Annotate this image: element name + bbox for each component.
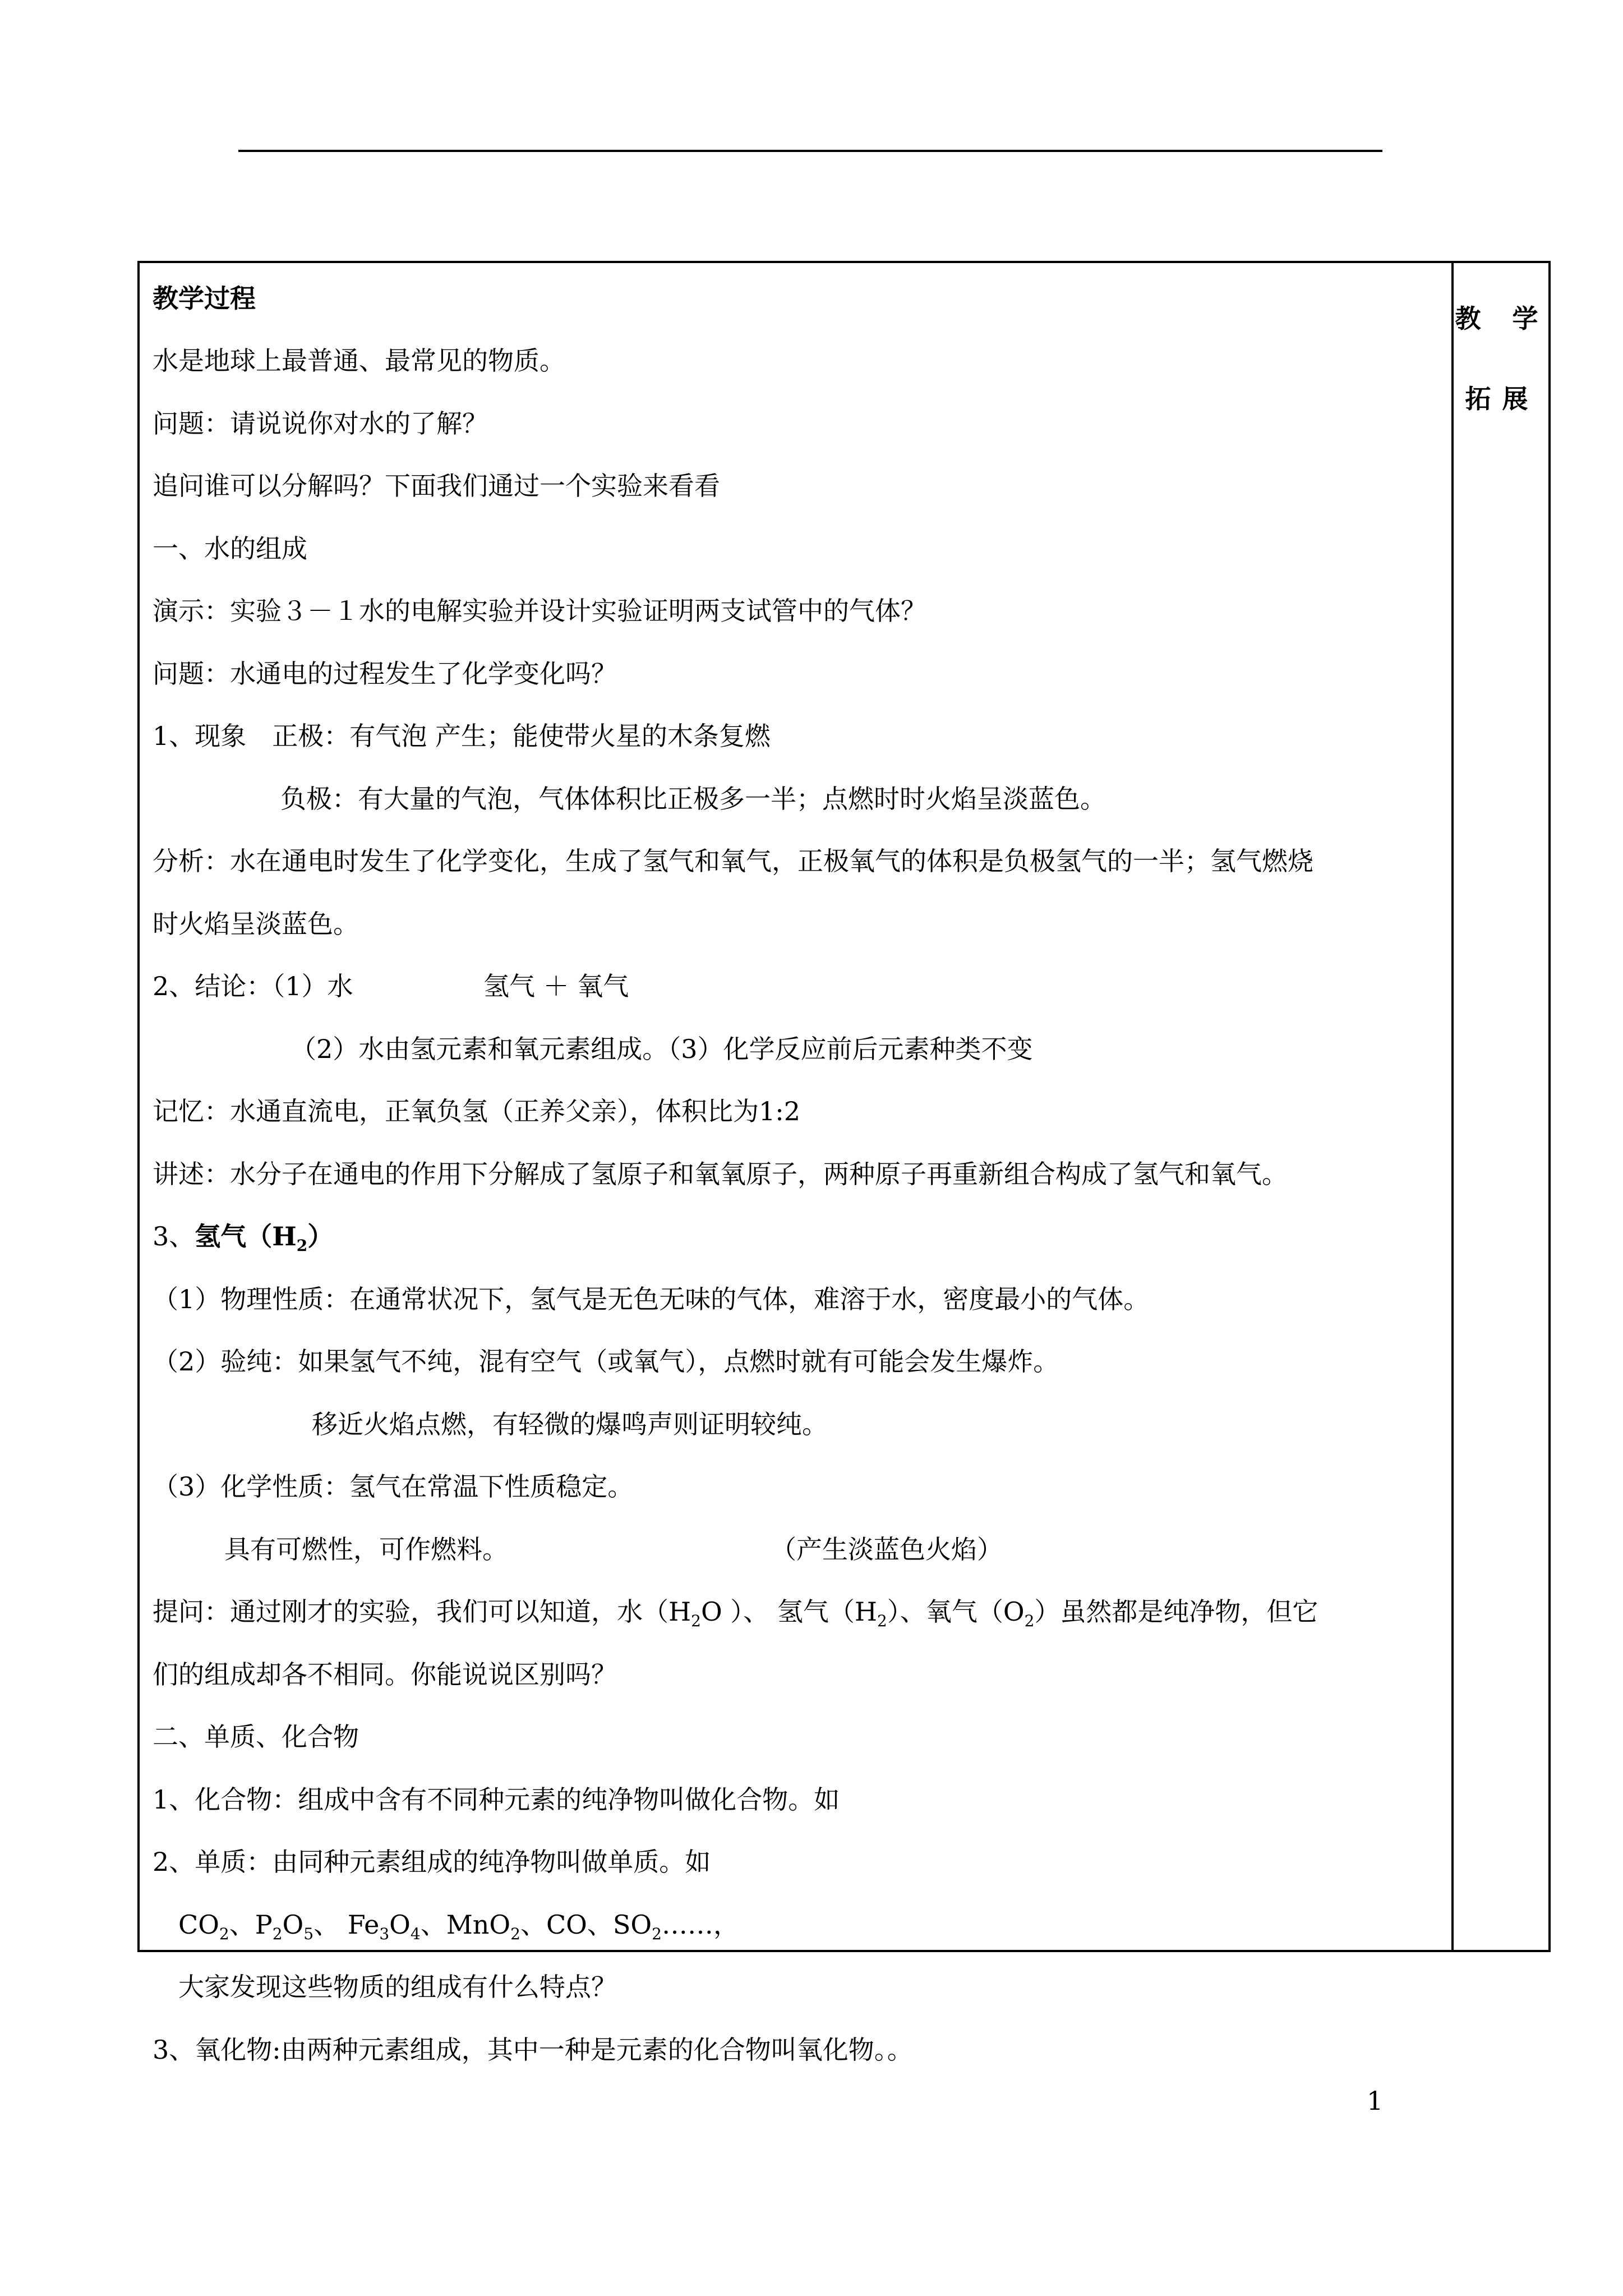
formula: 、MnO: [420, 1910, 511, 1940]
subscript: 2: [272, 1925, 283, 1943]
text-line: 一、水的组成: [153, 533, 307, 564]
subscript: 2: [691, 1612, 701, 1630]
text-line: 大家发现这些物质的组成有什么特点？: [178, 1972, 617, 2002]
subscript: 3: [379, 1925, 390, 1943]
text-line: 1、现象 正极：有气泡 产生；能使带火星的木条复燃: [153, 721, 771, 751]
text-line: 3、氧化物:由两种元素组成，其中一种是元素的化合物叫氧化物。。: [153, 2035, 913, 2065]
text-span: 3、: [153, 1221, 195, 1251]
text-line: 追问谁可以分解吗？下面我们通过一个实验来看看: [153, 471, 720, 501]
text-line: 讲述：水分子在通电的作用下分解成了氢原子和氧氧原子，两种原子再重新组合构成了氢气和氧气。: [153, 1159, 1288, 1189]
text-line: 负极：有大量的气泡，气体体积比正极多一半；点燃时时火焰呈淡蓝色。: [280, 784, 1106, 814]
formula: ……，: [661, 1910, 739, 1940]
formula: O: [282, 1910, 304, 1940]
formula: 、CO、SO: [520, 1910, 652, 1940]
formula: 、 Fe: [313, 1910, 380, 1940]
page-number: 1: [1367, 2086, 1384, 2116]
text-line: （1）物理性质：在通常状况下，氢气是无色无味的气体，难溶于水，密度最小的气体。: [153, 1284, 1150, 1314]
subscript: 5: [303, 1925, 314, 1943]
text-line: [153, 1221, 333, 1262]
text-span: O ）、 氢气（H: [700, 1596, 878, 1627]
text-line: 移近火焰点燃，有轻微的爆鸣声则证明较纯。: [312, 1409, 828, 1439]
text-line: 氢气 ＋ 氧气: [483, 971, 629, 1001]
text-line: 二、单质、化合物: [153, 1722, 359, 1752]
text-line: （2）水由氢元素和氧元素组成。（3）化学反应前后元素种类不变: [291, 1034, 1033, 1064]
text-line: 2、结论：（1）水: [153, 971, 353, 1001]
table-column-divider: [1451, 261, 1454, 1952]
text-line: 分析：水在通电时发生了化学变化，生成了氢气和氧气，正极氧气的体积是负极氢气的一半；氢气燃烧: [153, 846, 1313, 876]
side-label-line1: 教 学: [1455, 303, 1550, 334]
text-span: ）、氧气（O: [887, 1596, 1025, 1627]
formula: 、P: [229, 1910, 273, 1940]
subscript: 2: [219, 1925, 229, 1943]
subscript: 2: [510, 1925, 520, 1943]
text-line: 记忆：水通直流电，正氧负氢（正养父亲），体积比为1:2: [153, 1096, 801, 1126]
text-span: 提问：通过刚才的实验，我们可以知道，水（H: [153, 1596, 691, 1627]
text-line: （2）验纯：如果氢气不纯，混有空气（或氧气），点燃时就有可能会发生爆炸。: [153, 1346, 1059, 1377]
text-line: 问题：水通电的过程发生了化学变化吗？: [153, 659, 617, 689]
text-line: 水是地球上最普通、最常见的物质。: [153, 346, 565, 376]
subscript: 2: [1024, 1612, 1035, 1630]
header-rule: [238, 150, 1382, 152]
text-span: ）虽然都是纯净物，但它: [1034, 1596, 1318, 1627]
text-line: 问题：请说说你对水的了解？: [153, 408, 488, 439]
text-span: ）: [307, 1221, 334, 1251]
text-line: （产生淡蓝色火焰）: [771, 1534, 1003, 1565]
text-line: 1、化合物：组成中含有不同种元素的纯净物叫做化合物。如: [153, 1784, 840, 1815]
text-line: [153, 1596, 1318, 1637]
text-line: 时火焰呈淡蓝色。: [153, 909, 359, 939]
text-line: 2、单质：由同种元素组成的纯净物叫做单质。如: [153, 1847, 711, 1877]
subscript: 2: [877, 1612, 887, 1630]
text-line: 演示：实验３－１水的电解实验并设计实验证明两支试管中的气体？: [153, 596, 926, 626]
subscript: 2: [296, 1236, 308, 1255]
section-heading: 教学过程: [153, 283, 256, 314]
subscript: 4: [410, 1925, 421, 1943]
text-line: 具有可燃性，可作燃料。: [224, 1534, 508, 1565]
text-line: 们的组成却各不相同。你能说说区别吗？: [153, 1659, 617, 1690]
side-label-line2: 拓展: [1465, 384, 1539, 414]
formula: CO: [178, 1910, 219, 1940]
text-line: （3）化学性质：氢气在常温下性质稳定。: [153, 1471, 634, 1502]
formula: O: [389, 1910, 411, 1940]
text-span: 氢气（H: [195, 1221, 297, 1251]
formula-line: [178, 1909, 739, 1950]
subscript: 2: [652, 1925, 662, 1943]
